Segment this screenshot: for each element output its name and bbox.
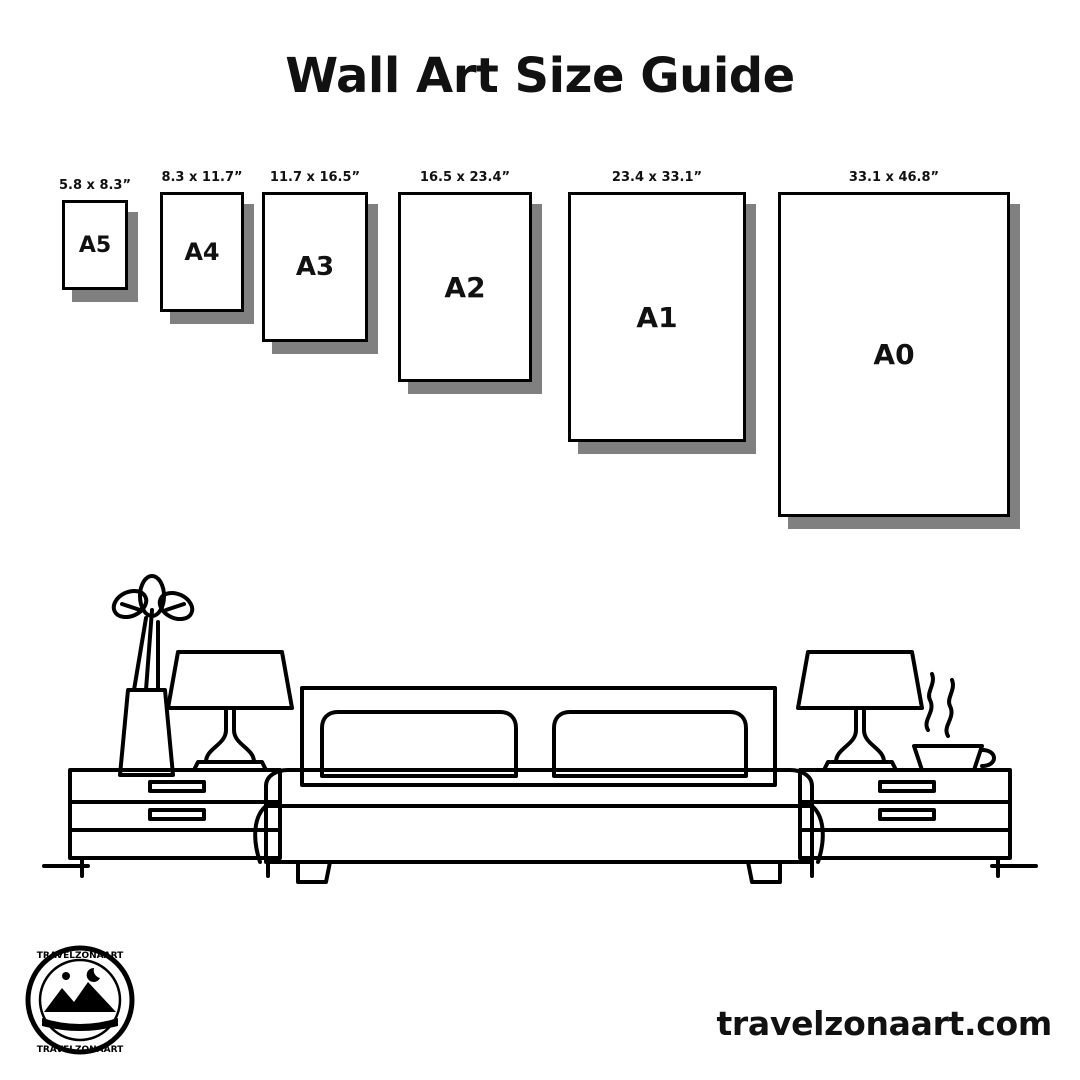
logo-text-top: TRAVELZONAART xyxy=(36,951,124,961)
size-chart xyxy=(0,150,1080,590)
size-item-a2 xyxy=(398,170,532,382)
left-lamp xyxy=(168,652,292,770)
plant-vase xyxy=(110,576,197,775)
website-url: travelzonaart.com xyxy=(716,1004,1052,1043)
frame-a2 xyxy=(398,192,532,382)
frame-box xyxy=(398,192,532,382)
bedroom-illustration xyxy=(30,570,1050,900)
frame-a4 xyxy=(160,192,244,312)
frame-box xyxy=(778,192,1010,517)
frame-a1 xyxy=(568,192,746,442)
frame-box xyxy=(62,200,128,290)
size-dimensions-label: 33.1 x 46.8” xyxy=(848,170,940,185)
frame-box xyxy=(160,192,244,312)
size-dimensions-label: 5.8 x 8.3” xyxy=(58,178,132,193)
frame-a0 xyxy=(778,192,1010,517)
frame-size-label: A4 xyxy=(184,238,220,266)
frame-size-label: A2 xyxy=(444,270,486,304)
frame-a3 xyxy=(262,192,368,342)
frame-size-label: A1 xyxy=(636,300,678,334)
right-lamp xyxy=(798,652,922,770)
size-dimensions-label: 8.3 x 11.7” xyxy=(161,170,243,185)
size-dimensions-label: 16.5 x 23.4” xyxy=(419,170,511,185)
logo-text-bottom: TRAVELZONAART xyxy=(36,1045,124,1055)
right-nightstand xyxy=(800,770,1010,876)
size-item-a1 xyxy=(568,170,746,442)
frame-box xyxy=(568,192,746,442)
page-title: Wall Art Size Guide xyxy=(285,48,795,104)
left-nightstand xyxy=(70,770,280,876)
bed xyxy=(255,688,823,882)
frame-size-label: A0 xyxy=(873,338,915,371)
frame-box xyxy=(262,192,368,342)
size-item-a4 xyxy=(160,170,244,312)
brand-logo xyxy=(20,940,140,1060)
size-item-a3 xyxy=(262,170,368,342)
size-dimensions-label: 11.7 x 16.5” xyxy=(269,170,361,185)
size-item-a0 xyxy=(778,170,1010,517)
frame-a5 xyxy=(62,200,128,290)
coffee-cup xyxy=(914,674,994,770)
size-item-a5 xyxy=(58,178,132,290)
frame-size-label: A5 xyxy=(78,232,112,258)
size-dimensions-label: 23.4 x 33.1” xyxy=(611,170,703,185)
frame-size-label: A3 xyxy=(295,252,335,282)
